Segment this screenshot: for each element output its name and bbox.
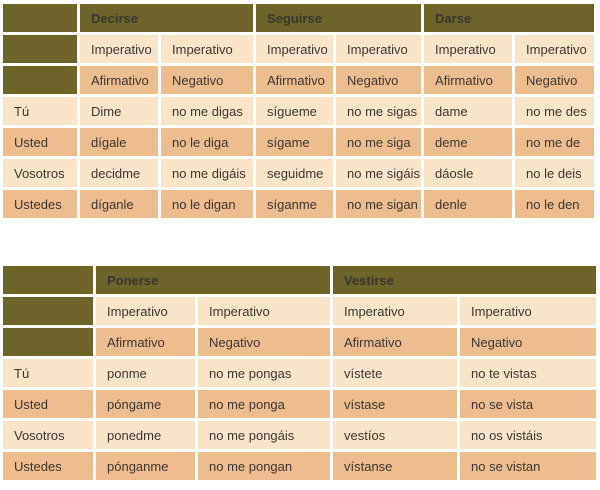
pronoun-cell: Usted bbox=[3, 128, 77, 156]
negativo-header-cell: Negativo bbox=[336, 66, 421, 94]
conjugation-cell: no me des bbox=[515, 97, 594, 125]
conjugation-cell: no le deis bbox=[515, 159, 594, 187]
table-row-vosotros bbox=[3, 421, 596, 449]
verb-header-darse: Darse bbox=[424, 4, 594, 32]
corner-cell bbox=[3, 297, 93, 325]
conjugation-cell: no me digáis bbox=[161, 159, 253, 187]
conjugation-cell: no le den bbox=[515, 190, 594, 218]
corner-cell bbox=[3, 35, 77, 63]
conjugation-cell: pónganme bbox=[96, 452, 195, 480]
table-row-ustedes bbox=[3, 190, 594, 218]
conjugation-cell: no me pongan bbox=[198, 452, 330, 480]
conjugation-cell: dame bbox=[424, 97, 512, 125]
conjugation-cell: vístete bbox=[333, 359, 457, 387]
imperativo-header-cell: Imperativo bbox=[333, 297, 457, 325]
conjugation-cell: no me digas bbox=[161, 97, 253, 125]
verb-header-seguirse: Seguirse bbox=[256, 4, 421, 32]
pronoun-cell: Vosotros bbox=[3, 421, 93, 449]
verb-header-row bbox=[3, 4, 594, 32]
conjugation-cell: dígale bbox=[80, 128, 158, 156]
table-gap bbox=[0, 221, 600, 263]
imperativo-header-cell: Imperativo bbox=[256, 35, 333, 63]
imperativo-header-cell: Imperativo bbox=[161, 35, 253, 63]
pronoun-cell: Ustedes bbox=[3, 190, 77, 218]
table-row-usted bbox=[3, 390, 596, 418]
pronoun-cell: Vosotros bbox=[3, 159, 77, 187]
table-row-usted bbox=[3, 128, 594, 156]
imperativo-row bbox=[3, 297, 596, 325]
pronoun-cell: Tú bbox=[3, 359, 93, 387]
conjugation-cell: no me pongáis bbox=[198, 421, 330, 449]
conjugation-cell: sígueme bbox=[256, 97, 333, 125]
corner-cell bbox=[3, 328, 93, 356]
imperativo-header-cell: Imperativo bbox=[424, 35, 512, 63]
afirmativo-header-cell: Afirmativo bbox=[80, 66, 158, 94]
conjugation-cell: dáosle bbox=[424, 159, 512, 187]
conjugation-cell: no me ponga bbox=[198, 390, 330, 418]
afirmativo-header-cell: Afirmativo bbox=[96, 328, 195, 356]
conjugation-cell: no me siga bbox=[336, 128, 421, 156]
negativo-header-cell: Negativo bbox=[460, 328, 596, 356]
verb-header-decirse: Decirse bbox=[80, 4, 253, 32]
conjugation-cell: no me de bbox=[515, 128, 594, 156]
conjugation-cell: no se vista bbox=[460, 390, 596, 418]
table-row-tu bbox=[3, 97, 594, 125]
conjugation-cell: no te vistas bbox=[460, 359, 596, 387]
corner-cell bbox=[3, 4, 77, 32]
afirmativo-header-cell: Afirmativo bbox=[256, 66, 333, 94]
conjugation-table-top bbox=[0, 1, 597, 221]
conjugation-cell: no me sigan bbox=[336, 190, 421, 218]
verb-header-row bbox=[3, 266, 596, 294]
negativo-header-cell: Negativo bbox=[161, 66, 253, 94]
conjugation-cell: deme bbox=[424, 128, 512, 156]
conjugation-cell: síganme bbox=[256, 190, 333, 218]
conjugation-cell: díganle bbox=[80, 190, 158, 218]
conjugation-cell: no le diga bbox=[161, 128, 253, 156]
negativo-header-cell: Negativo bbox=[515, 66, 594, 94]
conjugation-cell: vístanse bbox=[333, 452, 457, 480]
conjugation-cell: póngame bbox=[96, 390, 195, 418]
conjugation-cell: vestíos bbox=[333, 421, 457, 449]
conjugation-cell: no me sigáis bbox=[336, 159, 421, 187]
verb-header-ponerse: Ponerse bbox=[96, 266, 330, 294]
conjugation-cell: vístase bbox=[333, 390, 457, 418]
table-row-ustedes bbox=[3, 452, 596, 480]
pronoun-cell: Tú bbox=[3, 97, 77, 125]
polarity-row bbox=[3, 328, 596, 356]
conjugation-table-bottom bbox=[0, 263, 599, 483]
conjugation-cell: Dime bbox=[80, 97, 158, 125]
table-row-tu bbox=[3, 359, 596, 387]
conjugation-cell: seguidme bbox=[256, 159, 333, 187]
conjugation-cell: ponme bbox=[96, 359, 195, 387]
verb-header-vestirse: Vestirse bbox=[333, 266, 596, 294]
pronoun-cell: Ustedes bbox=[3, 452, 93, 480]
imperativo-row bbox=[3, 35, 594, 63]
imperativo-header-cell: Imperativo bbox=[515, 35, 594, 63]
conjugation-cell: denle bbox=[424, 190, 512, 218]
imperativo-header-cell: Imperativo bbox=[80, 35, 158, 63]
conjugation-cell: no me sigas bbox=[336, 97, 421, 125]
pronoun-cell: Usted bbox=[3, 390, 93, 418]
afirmativo-header-cell: Afirmativo bbox=[333, 328, 457, 356]
table-row-vosotros bbox=[3, 159, 594, 187]
conjugation-cell: no os vistáis bbox=[460, 421, 596, 449]
conjugation-cell: no se vistan bbox=[460, 452, 596, 480]
corner-cell bbox=[3, 66, 77, 94]
conjugation-cell: ponedme bbox=[96, 421, 195, 449]
imperativo-header-cell: Imperativo bbox=[198, 297, 330, 325]
negativo-header-cell: Negativo bbox=[198, 328, 330, 356]
afirmativo-header-cell: Afirmativo bbox=[424, 66, 512, 94]
conjugation-cell: no le digan bbox=[161, 190, 253, 218]
conjugation-cell: sígame bbox=[256, 128, 333, 156]
imperativo-header-cell: Imperativo bbox=[460, 297, 596, 325]
imperativo-header-cell: Imperativo bbox=[96, 297, 195, 325]
corner-cell bbox=[3, 266, 93, 294]
polarity-row bbox=[3, 66, 594, 94]
conjugation-cell: decidme bbox=[80, 159, 158, 187]
conjugation-cell: no me pongas bbox=[198, 359, 330, 387]
imperativo-header-cell: Imperativo bbox=[336, 35, 421, 63]
